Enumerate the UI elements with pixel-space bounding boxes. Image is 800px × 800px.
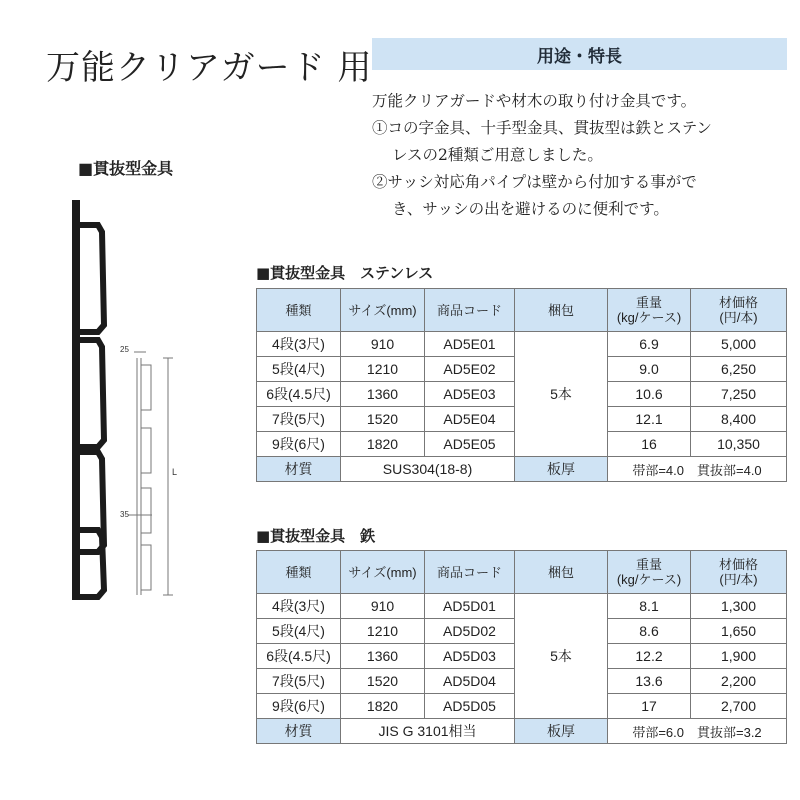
table-cell: 6段(4.5尺): [257, 382, 341, 407]
table-cell: 7段(5尺): [257, 669, 341, 694]
table-cell: 12.1: [608, 407, 691, 432]
table-cell: 10.6: [608, 382, 691, 407]
column-header: 材価格 (円/本): [691, 551, 787, 594]
table-cell: 6段(4.5尺): [257, 644, 341, 669]
table-cell: AD5D05: [425, 694, 515, 719]
table-cell: AD5D02: [425, 619, 515, 644]
table-cell: 2,200: [691, 669, 787, 694]
table-cell: 9段(6尺): [257, 432, 341, 457]
column-header: 重量 (kg/ケース): [608, 551, 691, 594]
table-cell: 7,250: [691, 382, 787, 407]
column-header: サイズ(mm): [341, 289, 425, 332]
table-cell: 5段(4尺): [257, 357, 341, 382]
thickness-label: 板厚: [515, 457, 608, 482]
table-cell: AD5D04: [425, 669, 515, 694]
column-header: 種類: [257, 551, 341, 594]
stainless-spec-table: [256, 288, 787, 482]
dim-top-label: 25: [120, 345, 129, 354]
column-header: サイズ(mm): [341, 551, 425, 594]
table-cell: 1360: [341, 382, 425, 407]
table-cell: 2,700: [691, 694, 787, 719]
thickness-value: 帯部=6.0 貫抜部=3.2: [608, 719, 787, 744]
table-header-row: [257, 551, 787, 594]
table-cell: 6.9: [608, 332, 691, 357]
table-cell: 16: [608, 432, 691, 457]
table-cell: 1,300: [691, 594, 787, 619]
table-cell: 6,250: [691, 357, 787, 382]
table-cell: 1210: [341, 619, 425, 644]
column-header: 梱包: [515, 289, 608, 332]
material-row: [257, 719, 787, 744]
table-cell: 1360: [341, 644, 425, 669]
table-cell: 1210: [341, 357, 425, 382]
column-header: 商品コード: [425, 289, 515, 332]
column-header: 種類: [257, 289, 341, 332]
features-line: 万能クリアガードや材木の取り付け金具です。: [372, 92, 697, 110]
material-value: SUS304(18-8): [341, 457, 515, 482]
table-cell: 5段(4尺): [257, 619, 341, 644]
iron-heading: ■貫抜型金具 鉄: [256, 527, 376, 545]
table-cell: 9段(6尺): [257, 694, 341, 719]
features-body: [372, 88, 792, 223]
table-row: [257, 594, 787, 619]
column-header: 材価格 (円/本): [691, 289, 787, 332]
features-line: レスの2種類ご用意しました。: [392, 146, 603, 164]
table-cell: AD5E02: [425, 357, 515, 382]
features-line: き、サッシの出を避けるのに便利です。: [392, 200, 669, 218]
table-cell: 1820: [341, 694, 425, 719]
thickness-value: 帯部=4.0 貫抜部=4.0: [608, 457, 787, 482]
material-row: [257, 457, 787, 482]
bracket-illustration: [0, 0, 260, 620]
iron-spec-table: [256, 550, 787, 744]
table-cell: 1520: [341, 407, 425, 432]
features-line: ②サッシ対応角パイプは壁から付加する事がで: [372, 173, 697, 191]
table-cell: 1,650: [691, 619, 787, 644]
table-header-row: [257, 289, 787, 332]
column-header: 商品コード: [425, 551, 515, 594]
table-cell: AD5D03: [425, 644, 515, 669]
column-header: 重量 (kg/ケース): [608, 289, 691, 332]
table-cell: AD5E01: [425, 332, 515, 357]
features-header: 用途・特長: [372, 38, 787, 70]
table-cell: 1,900: [691, 644, 787, 669]
table-cell: 1520: [341, 669, 425, 694]
page-title: 万能クリアガード 用: [46, 48, 373, 88]
pack-cell: 5本: [515, 332, 608, 457]
table-cell: 12.2: [608, 644, 691, 669]
table-cell: 17: [608, 694, 691, 719]
table-cell: AD5E04: [425, 407, 515, 432]
table-cell: 910: [341, 594, 425, 619]
table-row: [257, 332, 787, 357]
dim-mid-label: 35: [120, 510, 129, 519]
illustration-heading: ■貫抜型金具: [78, 159, 174, 178]
dim-length-label: L: [172, 467, 178, 477]
table-cell: 4段(3尺): [257, 332, 341, 357]
bracket-photo: [72, 200, 104, 600]
table-cell: 910: [341, 332, 425, 357]
pack-cell: 5本: [515, 594, 608, 719]
material-label: 材質: [257, 457, 341, 482]
bracket-drawing: [128, 352, 173, 595]
table-cell: 8.1: [608, 594, 691, 619]
table-cell: 8.6: [608, 619, 691, 644]
stainless-heading: ■貫抜型金具 ステンレス: [256, 264, 434, 282]
table-cell: AD5E05: [425, 432, 515, 457]
table-cell: AD5D01: [425, 594, 515, 619]
table-cell: 13.6: [608, 669, 691, 694]
table-cell: 9.0: [608, 357, 691, 382]
table-cell: AD5E03: [425, 382, 515, 407]
table-cell: 4段(3尺): [257, 594, 341, 619]
material-label: 材質: [257, 719, 341, 744]
features-line: ①コの字金具、十手型金具、貫抜型は鉄とステン: [372, 119, 712, 137]
table-cell: 5,000: [691, 332, 787, 357]
table-cell: 1820: [341, 432, 425, 457]
table-cell: 10,350: [691, 432, 787, 457]
column-header: 梱包: [515, 551, 608, 594]
thickness-label: 板厚: [515, 719, 608, 744]
table-cell: 8,400: [691, 407, 787, 432]
table-cell: 7段(5尺): [257, 407, 341, 432]
material-value: JIS G 3101相当: [341, 719, 515, 744]
